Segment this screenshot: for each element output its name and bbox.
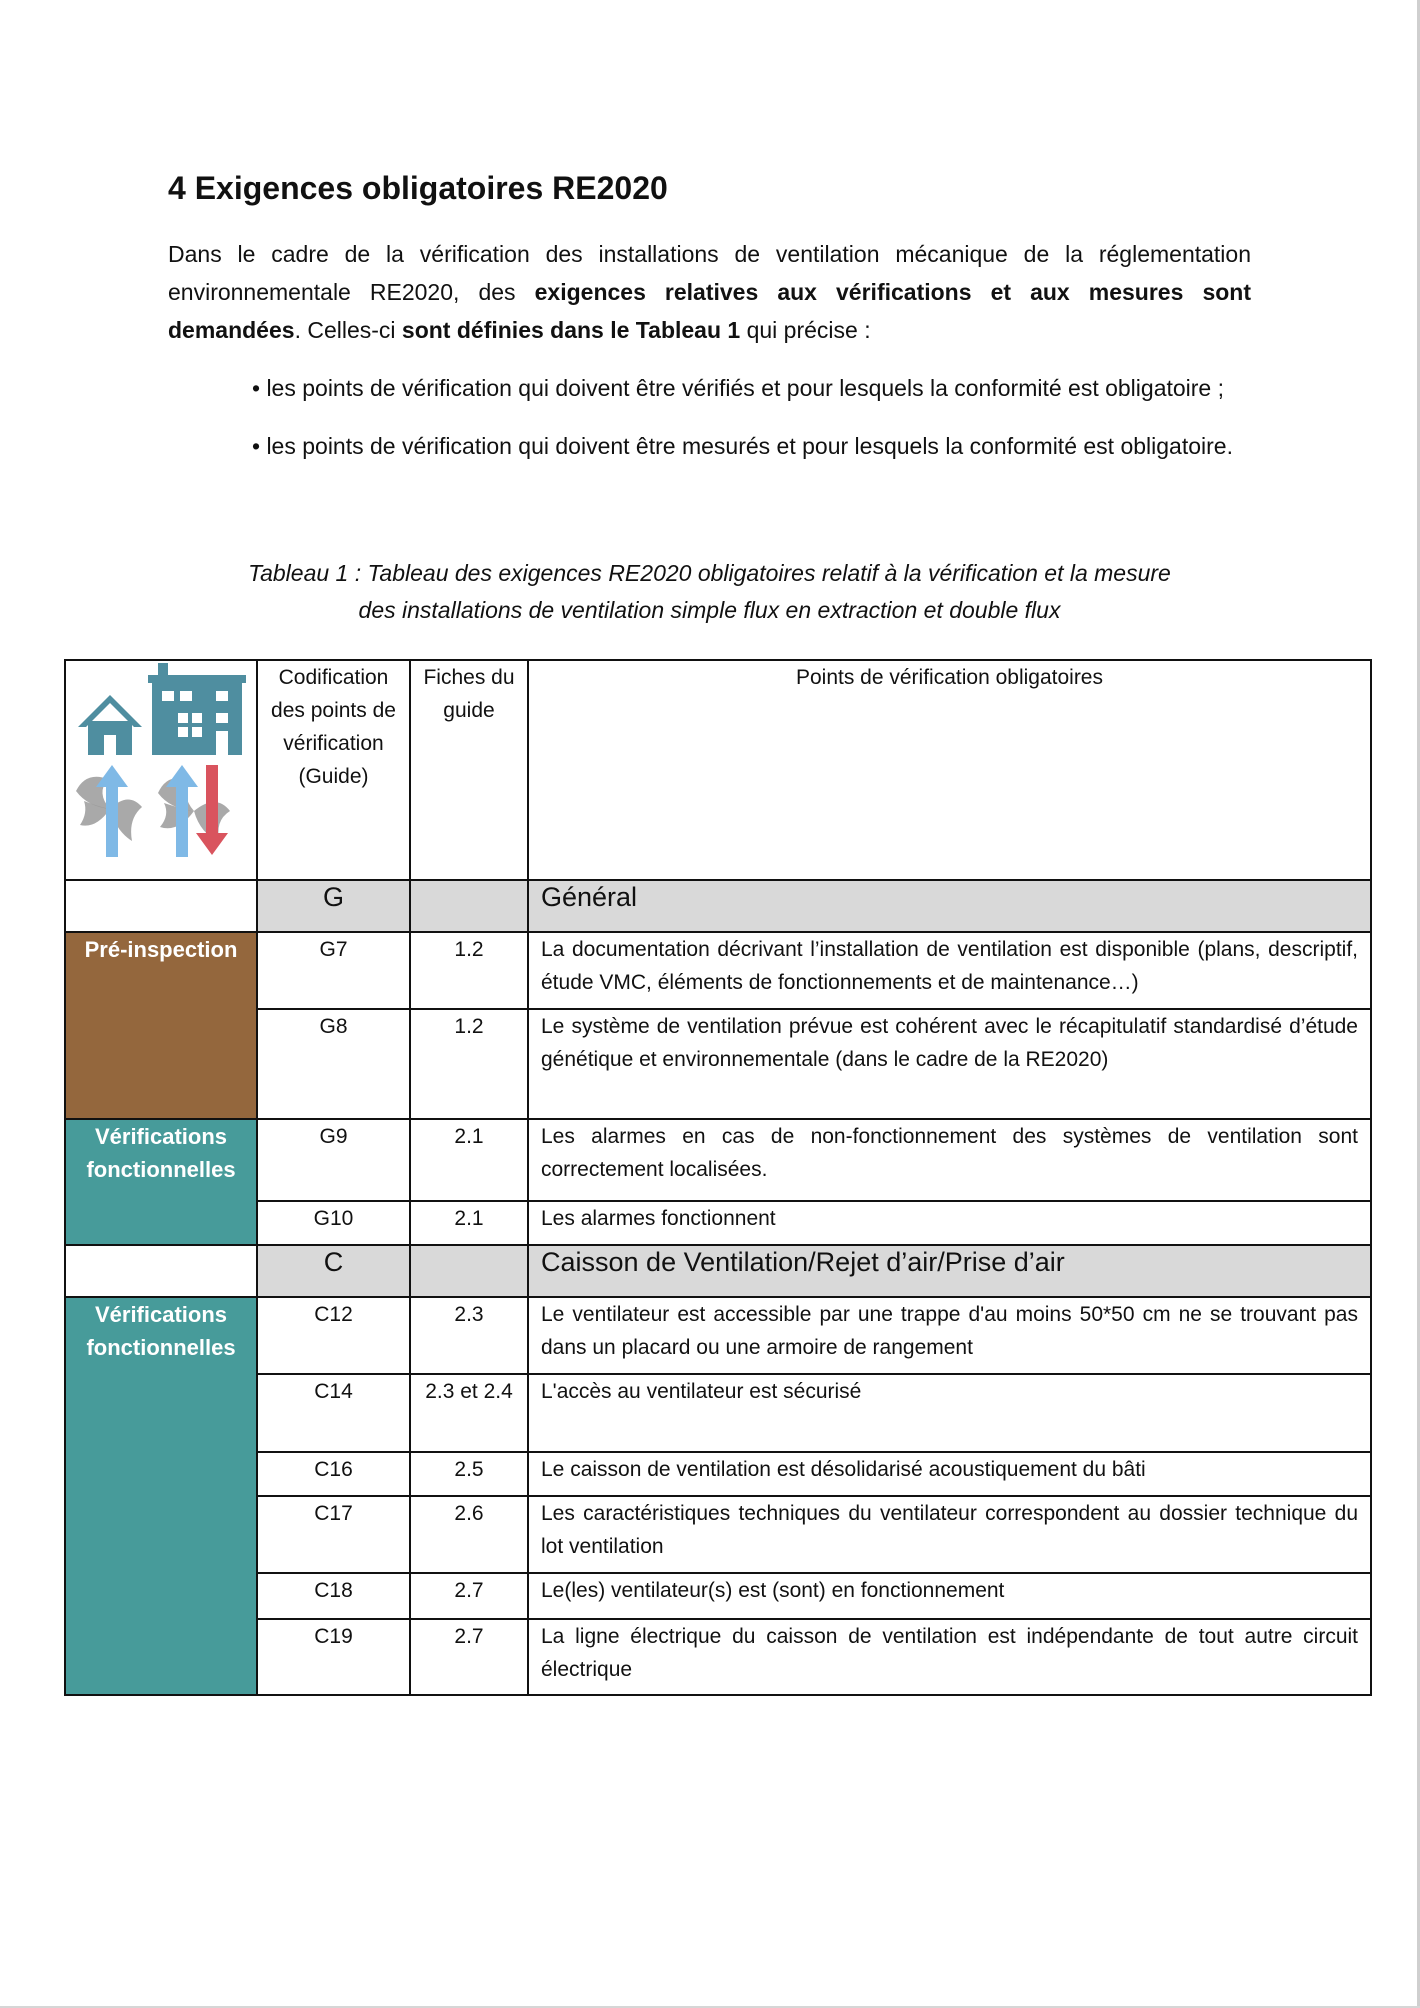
section-empty-cell bbox=[65, 1245, 257, 1297]
row-description: Le système de ventilation prévue est cohérent avec le récapitulatif standardisé d’étude génétique et environnementale (dans le cadre de la RE2020) bbox=[528, 1009, 1371, 1119]
intro-bold-text: exigences relatives aux vérifications et aux mesures sont demandées bbox=[168, 279, 1251, 343]
row-fiche: 2.5 bbox=[410, 1452, 528, 1496]
fan-double-flow-icon bbox=[158, 765, 230, 857]
table-row bbox=[65, 1573, 1371, 1619]
row-code: G9 bbox=[257, 1119, 410, 1201]
row-fiche: 1.2 bbox=[410, 932, 528, 1009]
table-row bbox=[65, 1201, 1371, 1245]
row-fiche: 2.1 bbox=[410, 1119, 528, 1201]
row-fiche: 2.6 bbox=[410, 1496, 528, 1573]
intro-bold-text: sont définies dans le Tableau 1 bbox=[401, 317, 741, 343]
row-fiche: 2.3 et 2.4 bbox=[410, 1374, 528, 1452]
section-letter: G bbox=[257, 880, 410, 932]
row-description: L'accès au ventilateur est sécurisé bbox=[528, 1374, 1371, 1452]
header-icon-cell bbox=[65, 660, 257, 880]
row-fiche: 1.2 bbox=[410, 1009, 528, 1119]
table-header-row bbox=[65, 660, 1371, 880]
table-row bbox=[65, 1496, 1371, 1573]
table-row bbox=[65, 1119, 1371, 1201]
intro-text: . Celles-ci bbox=[294, 317, 402, 343]
section-heading: 4 Exigences obligatoires RE2020 bbox=[168, 170, 668, 206]
row-description: Les caractéristiques techniques du ventilateur correspondent au dossier technique du lot ventilation bbox=[528, 1496, 1371, 1573]
header-fiches: Fiches du guide bbox=[410, 660, 528, 880]
building-icon bbox=[148, 663, 246, 755]
section-row-general bbox=[65, 880, 1371, 932]
table-row bbox=[65, 932, 1371, 1009]
section-empty-cell bbox=[65, 880, 257, 932]
row-description: Les alarmes en cas de non-fonctionnement des systèmes de ventilation sont correctement localisées. bbox=[528, 1119, 1371, 1201]
row-fiche: 2.1 bbox=[410, 1201, 528, 1245]
row-description: Le(les) ventilateur(s) est (sont) en fonctionnement bbox=[528, 1573, 1371, 1619]
table-row bbox=[65, 1297, 1371, 1374]
bullet-item-verified: • les points de vérification qui doivent être vérifiés et pour lesquels la conformité est obligatoire ; bbox=[252, 375, 1225, 401]
section-letter: C bbox=[257, 1245, 410, 1297]
section-row-caisson bbox=[65, 1245, 1371, 1297]
row-code: C19 bbox=[257, 1619, 410, 1695]
section-empty-cell bbox=[410, 1245, 528, 1297]
section-empty-cell bbox=[410, 880, 528, 932]
row-code: G8 bbox=[257, 1009, 410, 1119]
ventilation-icons bbox=[66, 661, 254, 869]
section-title: Général bbox=[528, 880, 1371, 932]
caption-line: Tableau 1 : Tableau des exigences RE2020 obligatoires relatif à la vérification et la mesure bbox=[248, 560, 1171, 586]
row-fiche: 2.7 bbox=[410, 1619, 528, 1695]
row-fiche: 2.7 bbox=[410, 1573, 528, 1619]
category-pre-inspection: Pré-inspection bbox=[65, 932, 257, 1119]
bullet-item-measured: • les points de vérification qui doivent être mesurés et pour lesquels la conformité est obligatoire. bbox=[252, 433, 1233, 459]
table-caption bbox=[168, 555, 1251, 629]
row-description: Le ventilateur est accessible par une trappe d'au moins 50*50 cm ne se trouvant pas dans un placard ou une armoire de rangement bbox=[528, 1297, 1371, 1374]
row-description: La ligne électrique du caisson de ventilation est indépendante de tout autre circuit électrique bbox=[528, 1619, 1371, 1695]
category-verifications-fonctionnelles: Vérifications fonctionnelles bbox=[65, 1119, 257, 1245]
caption-line: des installations de ventilation simple flux en extraction et double flux bbox=[358, 597, 1061, 623]
requirements-table bbox=[64, 659, 1372, 1696]
row-code: G7 bbox=[257, 932, 410, 1009]
row-code: C18 bbox=[257, 1573, 410, 1619]
category-verifications-fonctionnelles: Vérifications fonctionnelles bbox=[65, 1297, 257, 1695]
row-code: C17 bbox=[257, 1496, 410, 1573]
intro-paragraph bbox=[168, 235, 1251, 349]
table-row bbox=[65, 1009, 1371, 1119]
row-code: G10 bbox=[257, 1201, 410, 1245]
row-fiche: 2.3 bbox=[410, 1297, 528, 1374]
house-icon bbox=[78, 695, 142, 755]
table-row bbox=[65, 1374, 1371, 1452]
row-description: Le caisson de ventilation est désolidarisé acoustiquement du bâti bbox=[528, 1452, 1371, 1496]
header-points: Points de vérification obligatoires bbox=[528, 660, 1371, 880]
row-code: C12 bbox=[257, 1297, 410, 1374]
row-description: Les alarmes fonctionnent bbox=[528, 1201, 1371, 1245]
table-row bbox=[65, 1452, 1371, 1496]
fan-single-flow-icon bbox=[76, 765, 142, 857]
intro-text: Dans le cadre de la vérification des installations de ventilation mécanique de la réglementation environnementale RE2020, des bbox=[168, 241, 1251, 305]
row-description: La documentation décrivant l’installation de ventilation est disponible (plans, descriptif, étude VMC, éléments de fonctionnements et de maintenance…) bbox=[528, 932, 1371, 1009]
row-code: C16 bbox=[257, 1452, 410, 1496]
row-code: C14 bbox=[257, 1374, 410, 1452]
section-title: Caisson de Ventilation/Rejet d’air/Prise d’air bbox=[528, 1245, 1371, 1297]
document-body bbox=[168, 170, 1251, 465]
header-codification: Codification des points de vérification (Guide) bbox=[257, 660, 410, 880]
table-row bbox=[65, 1619, 1371, 1695]
intro-text: qui précise : bbox=[740, 317, 871, 343]
